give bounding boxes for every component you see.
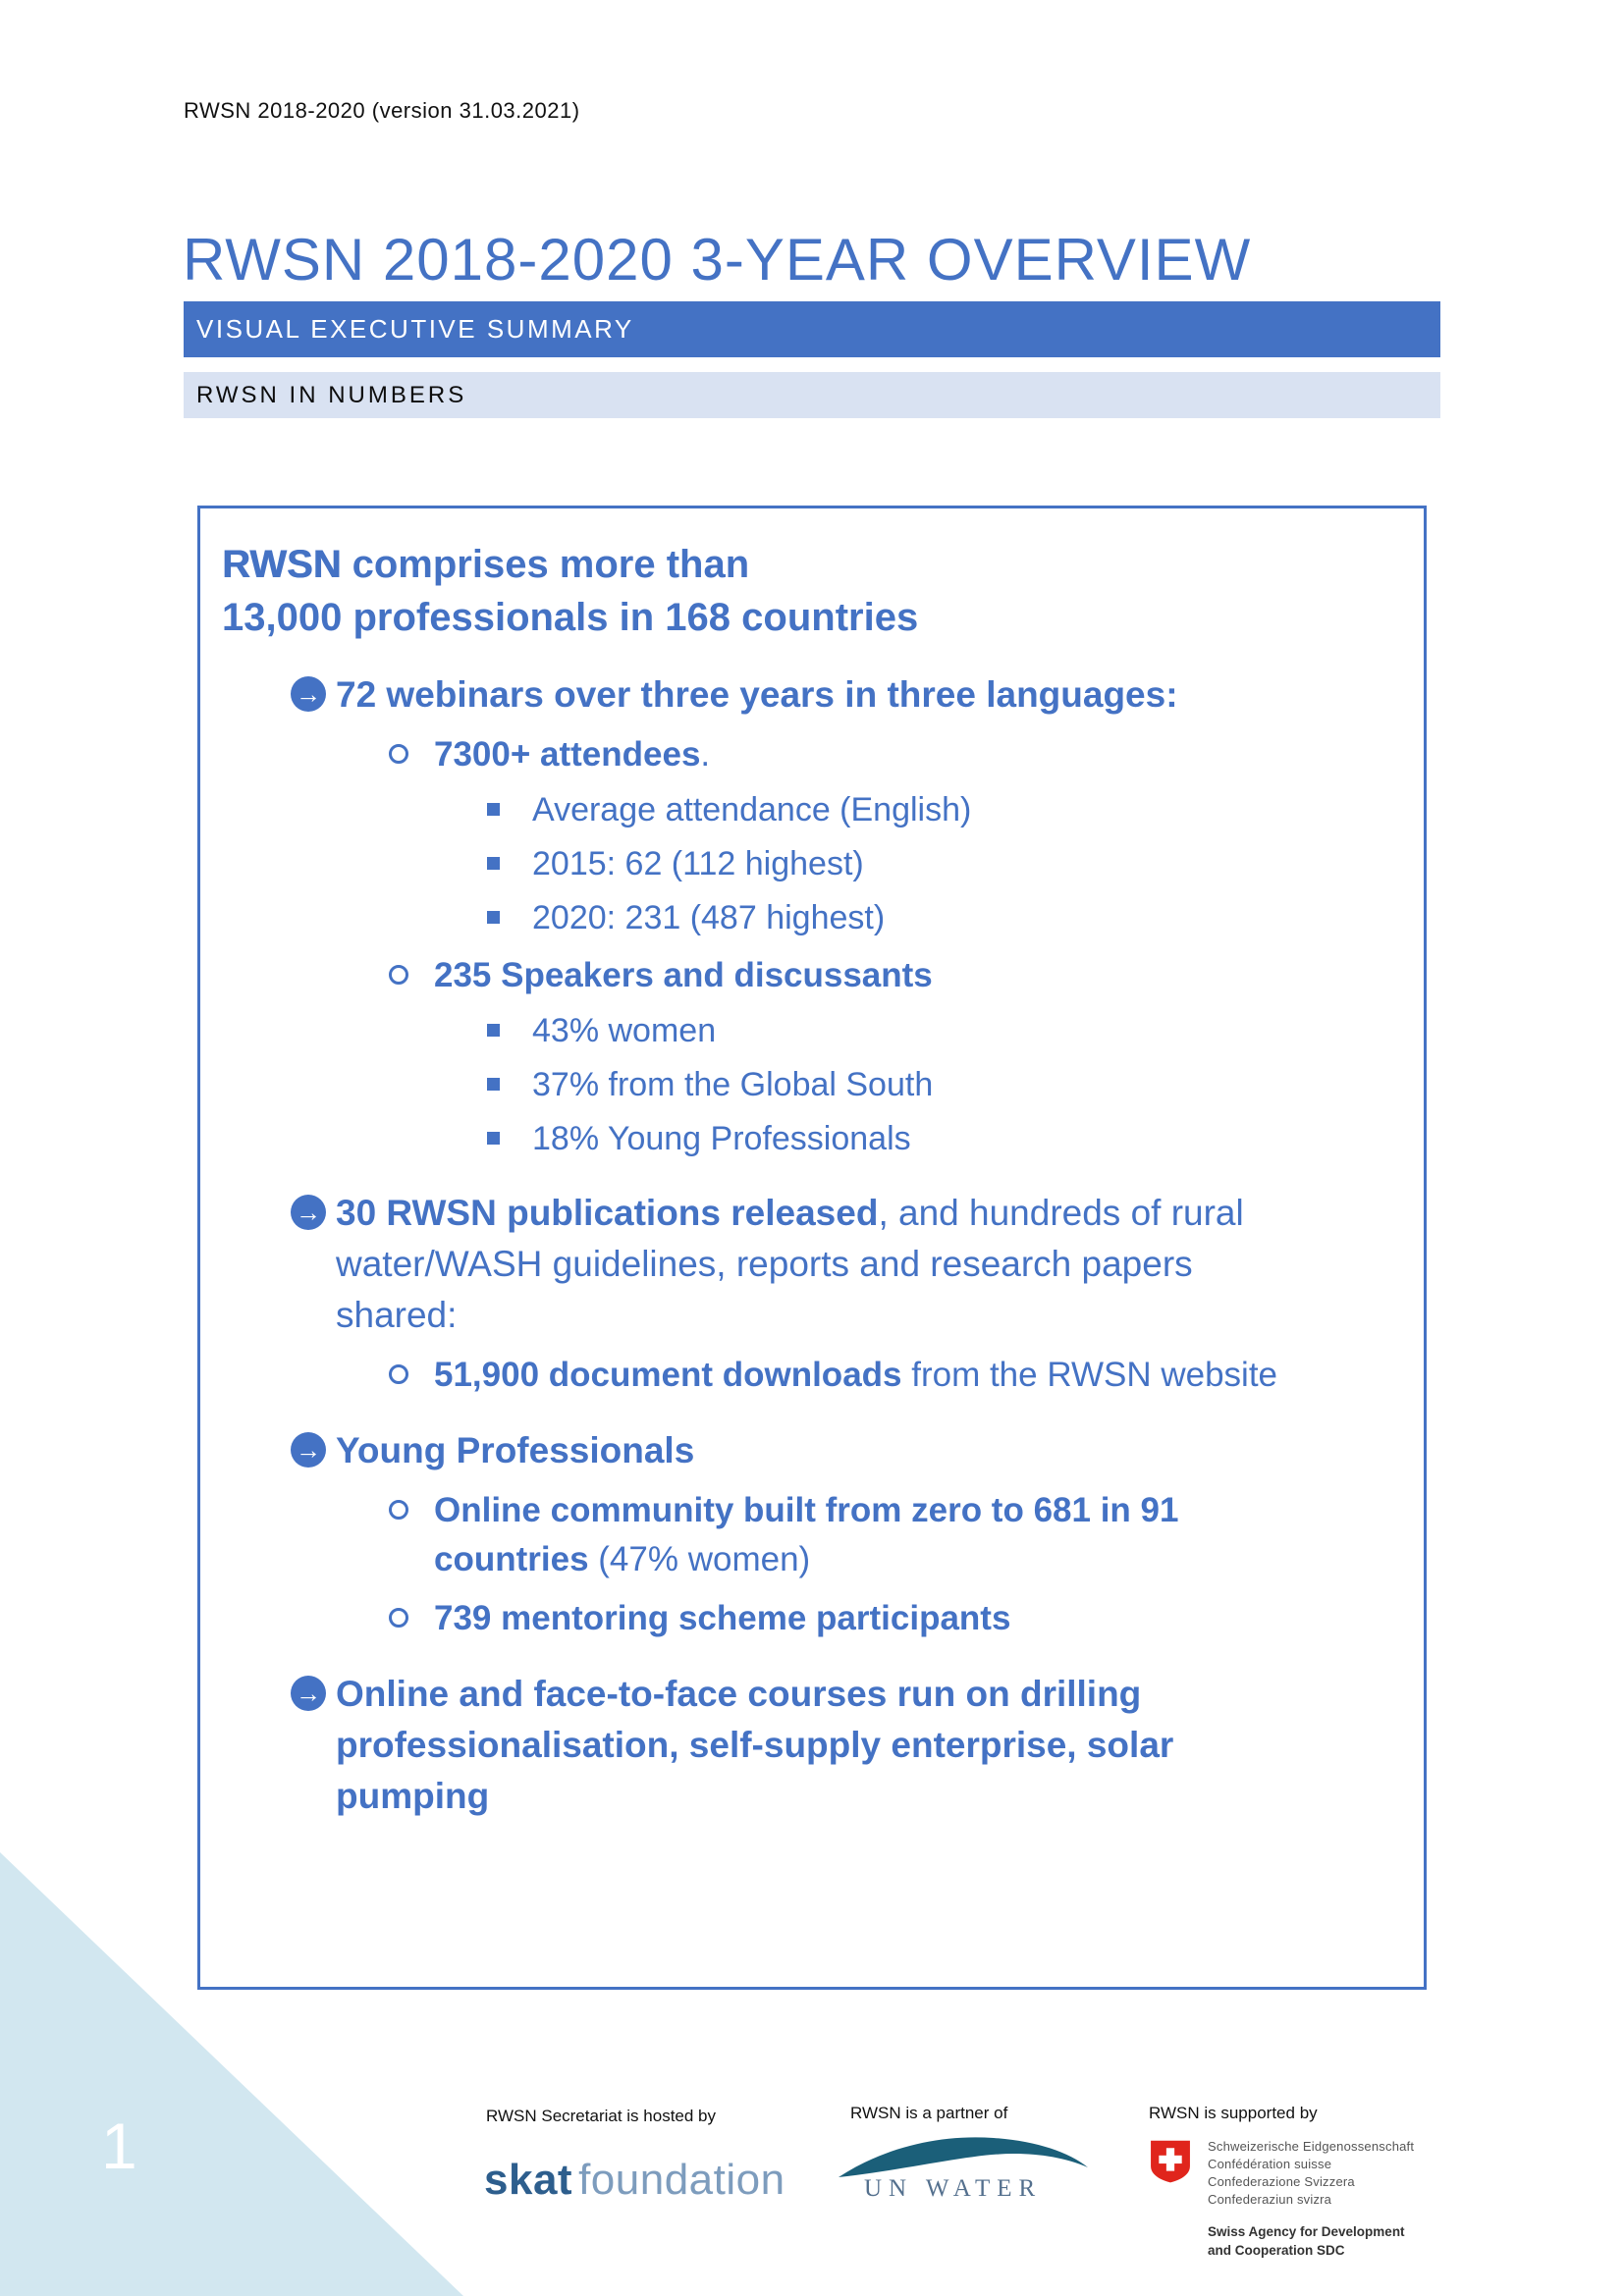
list-item bbox=[487, 895, 1404, 941]
subsection-bar-rwsn-in-numbers bbox=[184, 372, 1440, 418]
swiss-shield-icon bbox=[1149, 2138, 1192, 2185]
summary-heading bbox=[222, 538, 1404, 644]
square-bullet-icon bbox=[487, 911, 500, 924]
list-item bbox=[389, 730, 1404, 779]
item-text: 43% women bbox=[532, 1012, 717, 1049]
skat-logo-light-text: foundation bbox=[578, 2156, 785, 2204]
summary-list bbox=[220, 669, 1404, 1822]
heading-line2: 13,000 professionals in 168 countries bbox=[222, 596, 919, 639]
item-text: 37% from the Global South bbox=[532, 1066, 934, 1103]
circle-bullet-icon bbox=[389, 744, 408, 764]
list-item bbox=[487, 1008, 1404, 1054]
supported-by-label: RWSN is supported by bbox=[1149, 2104, 1318, 2122]
circle-bullet-icon bbox=[389, 1364, 408, 1384]
swiss-confederation-names bbox=[1208, 2138, 1414, 2209]
item-text: Online and face-to-face courses run on drilling professionalisation, self-supply enterprise, solar pumping bbox=[336, 1674, 1174, 1816]
sdc-agency-line1: Swiss Agency for Development bbox=[1208, 2224, 1405, 2239]
square-bullet-icon bbox=[487, 857, 500, 870]
item-text: 235 Speakers and discussants bbox=[434, 956, 933, 994]
swiss-line-it: Confederazione Svizzera bbox=[1208, 2174, 1355, 2189]
arrow-bullet-icon: → bbox=[291, 1432, 326, 1468]
item-text: 7300+ attendees. bbox=[434, 735, 711, 774]
section-bar-visual-executive-summary bbox=[184, 301, 1440, 357]
arrow-bullet-icon: → bbox=[291, 1195, 326, 1230]
item-text: 30 RWSN publications released, and hundreds of rural water/WASH guidelines, reports and research papers shared: bbox=[336, 1193, 1244, 1335]
item-text: 72 webinars over three years in three languages: bbox=[336, 674, 1178, 715]
item-text: 2015: 62 (112 highest) bbox=[532, 845, 864, 882]
item-text: 2020: 231 (487 highest) bbox=[532, 899, 886, 936]
page-title: RWSN 2018-2020 3-YEAR OVERVIEW bbox=[183, 227, 1252, 294]
list-item bbox=[291, 1425, 1404, 1476]
summary-box bbox=[197, 506, 1427, 1990]
heading-line1-rest: comprises more than bbox=[341, 543, 750, 586]
square-bullet-icon bbox=[487, 1132, 500, 1145]
sdc-agency-line2: and Cooperation SDC bbox=[1208, 2243, 1345, 2258]
square-bullet-icon bbox=[487, 803, 500, 816]
swiss-line-fr: Confédération suisse bbox=[1208, 2157, 1332, 2171]
list-item bbox=[487, 1062, 1404, 1108]
hosted-by-label: RWSN Secretariat is hosted by bbox=[486, 2107, 716, 2125]
un-water-wordmark: UN WATER bbox=[864, 2175, 1043, 2202]
list-item bbox=[487, 787, 1404, 833]
list-item bbox=[291, 1188, 1404, 1341]
section-bar-label: VISUAL EXECUTIVE SUMMARY bbox=[196, 314, 634, 344]
un-water-logo bbox=[837, 2128, 1092, 2203]
subsection-bar-label: RWSN IN NUMBERS bbox=[196, 381, 467, 408]
item-text: 739 mentoring scheme participants bbox=[434, 1599, 1011, 1637]
swiss-confederation-logo bbox=[1149, 2138, 1414, 2260]
list-item bbox=[291, 669, 1404, 721]
arrow-bullet-icon: → bbox=[291, 676, 326, 712]
document-version-note: RWSN 2018-2020 (version 31.03.2021) bbox=[184, 98, 580, 123]
list-item bbox=[389, 951, 1404, 1000]
list-item bbox=[389, 1351, 1404, 1400]
arrow-bullet-icon: → bbox=[291, 1676, 326, 1711]
item-text: 18% Young Professionals bbox=[532, 1120, 911, 1157]
item-text: Young Professionals bbox=[336, 1430, 695, 1470]
skat-foundation-logo bbox=[484, 2156, 785, 2205]
item-text: Online community built from zero to 681 in 91 countries (47% women) bbox=[434, 1491, 1179, 1578]
swiss-line-de: Schweizerische Eidgenossenschaft bbox=[1208, 2139, 1415, 2154]
circle-bullet-icon bbox=[389, 1608, 408, 1628]
sdc-agency-name bbox=[1208, 2222, 1414, 2260]
square-bullet-icon bbox=[487, 1024, 500, 1037]
list-item bbox=[487, 841, 1404, 887]
item-text: Average attendance (English) bbox=[532, 791, 972, 828]
list-item bbox=[389, 1486, 1404, 1584]
page-number: 1 bbox=[101, 2109, 137, 2182]
circle-bullet-icon bbox=[389, 965, 408, 985]
heading-lead: RWSN bbox=[222, 543, 342, 586]
list-item bbox=[487, 1116, 1404, 1162]
list-item bbox=[389, 1594, 1404, 1643]
swiss-line-rm: Confederaziun svizra bbox=[1208, 2192, 1332, 2207]
square-bullet-icon bbox=[487, 1078, 500, 1091]
item-text: 51,900 document downloads from the RWSN website bbox=[434, 1356, 1278, 1394]
circle-bullet-icon bbox=[389, 1500, 408, 1520]
list-item bbox=[291, 1669, 1404, 1822]
skat-logo-bold-text: skat bbox=[484, 2156, 573, 2204]
partner-of-label: RWSN is a partner of bbox=[850, 2104, 1008, 2122]
